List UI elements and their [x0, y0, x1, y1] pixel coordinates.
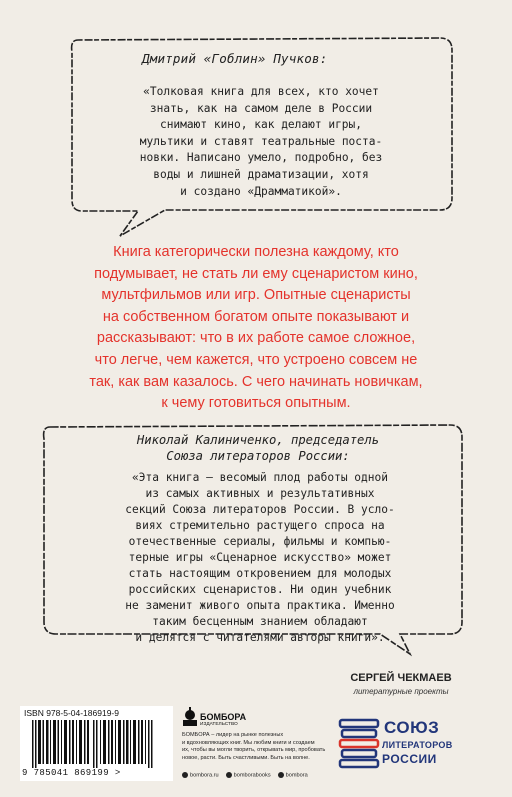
quote2-line: секций Союза литераторов России. В усло-	[125, 503, 395, 516]
barcode-icon	[32, 720, 162, 768]
publisher-desc-line: и вдохновляющих книг. Мы любим книги и создаем	[182, 739, 315, 746]
quote2-line: не заменит живого опыта практика. Именно	[125, 599, 395, 612]
quote2-author-line: Николай Калиниченко, председатель	[136, 433, 380, 447]
quote2-line: отечественные сериалы, фильмы и компью-	[128, 535, 392, 548]
social-label: bomborabooks	[233, 772, 271, 779]
isbn-text: ISBN 978-5-04-186919-9	[24, 708, 119, 718]
quote2-line: виях стремительно растущего спроса на	[135, 519, 385, 532]
quote1-text	[86, 84, 436, 200]
description-line: рассказывают: что в их работе самое сложное,	[96, 330, 416, 347]
soyuz-line3: РОССИИ	[382, 752, 437, 766]
publisher-desc-line: БОМБОРА – лидер на рынке полезных	[182, 732, 284, 738]
social-item[interactable]	[226, 772, 271, 778]
soyuz-title: СОЮЗ	[384, 718, 440, 737]
quote1-line: «Толковая книга для всех, кто хочет	[143, 85, 379, 98]
quote2-author	[98, 432, 418, 464]
quote1-line: снимают кино, как делают игры,	[159, 118, 363, 132]
project-name: СЕРГЕЙ ЧЕКМАЕВ	[350, 672, 452, 684]
quote1-line: мультики и ставят театральные поста-	[139, 134, 383, 148]
soyuz-line2: ЛИТЕРАТОРОВ	[382, 740, 453, 750]
description-line: так, как вам казалось. С чего начинать новичкам,	[89, 373, 423, 390]
web-icon	[182, 772, 188, 778]
quote2-line: терные игры «Сценарное искусство» может	[128, 551, 392, 564]
description-line: что легче, чем кажется, что устроено совсем не	[94, 351, 418, 368]
publisher-description	[182, 732, 332, 762]
social-label: bombora.ru	[190, 772, 219, 779]
bombora-logo-icon	[182, 706, 198, 728]
quote2-line: российских сценаристов. Ни один учебник	[128, 583, 392, 596]
quote1-line: новки. Написано умело, подробно, без	[139, 151, 383, 165]
quote2-line: «Эта книга – весомый плод работы одной	[132, 471, 388, 484]
description-line: к чему готовиться опытным.	[161, 395, 351, 412]
quote1-line: воды и лишней драматизации, хотя	[153, 167, 369, 181]
quote2-line: стать настоящим откровением для молодых	[128, 567, 392, 580]
description-line: на собственном богатом опыте показывают и	[102, 308, 410, 325]
publisher-name: БОМБОРА	[200, 712, 247, 722]
barcode-block	[20, 706, 173, 781]
social-item[interactable]	[182, 772, 219, 778]
social-label: bombora	[285, 772, 308, 779]
publisher-desc-line: их, чтобы вы могли творить, открывать мир, пробовать	[182, 747, 326, 754]
publisher-desc-line: новое, расти. Быть счастливыми. Быть на волне.	[182, 754, 310, 761]
quote1-line: и создано «Драмматикой».	[180, 184, 342, 198]
description-line: мультфильмов или игр. Опытные сценаристы	[101, 287, 411, 304]
quote2-text	[66, 470, 454, 646]
quote2-author-line: Союза литераторов России:	[166, 449, 350, 463]
social-item[interactable]	[278, 772, 308, 778]
quote2-line: и делятся с читателями авторы книги».	[135, 631, 385, 644]
quote1-line: знать, как на самом деле в России	[149, 101, 373, 115]
quote1-author: Дмитрий «Гоблин» Пучков:	[142, 51, 328, 66]
publisher-socials	[182, 772, 308, 778]
description-line: подумывает, не стать ли ему сценаристом кино,	[94, 265, 418, 282]
quote2-line: из самых активных и результативных	[145, 487, 375, 500]
vk-icon	[226, 772, 232, 778]
telegram-icon	[278, 772, 284, 778]
project-subtitle: литературные проекты	[353, 687, 449, 696]
publisher-sub: ИЗДАТЕЛЬСТВО	[200, 722, 238, 727]
book-description	[30, 242, 482, 415]
quote2-line: таким бесценным знанием обладают	[152, 615, 368, 628]
books-stack-icon	[338, 706, 380, 770]
description-line: Книга категорически полезна каждому, кто	[113, 244, 399, 260]
barcode-digits: 9 785041 869199 >	[22, 768, 121, 778]
